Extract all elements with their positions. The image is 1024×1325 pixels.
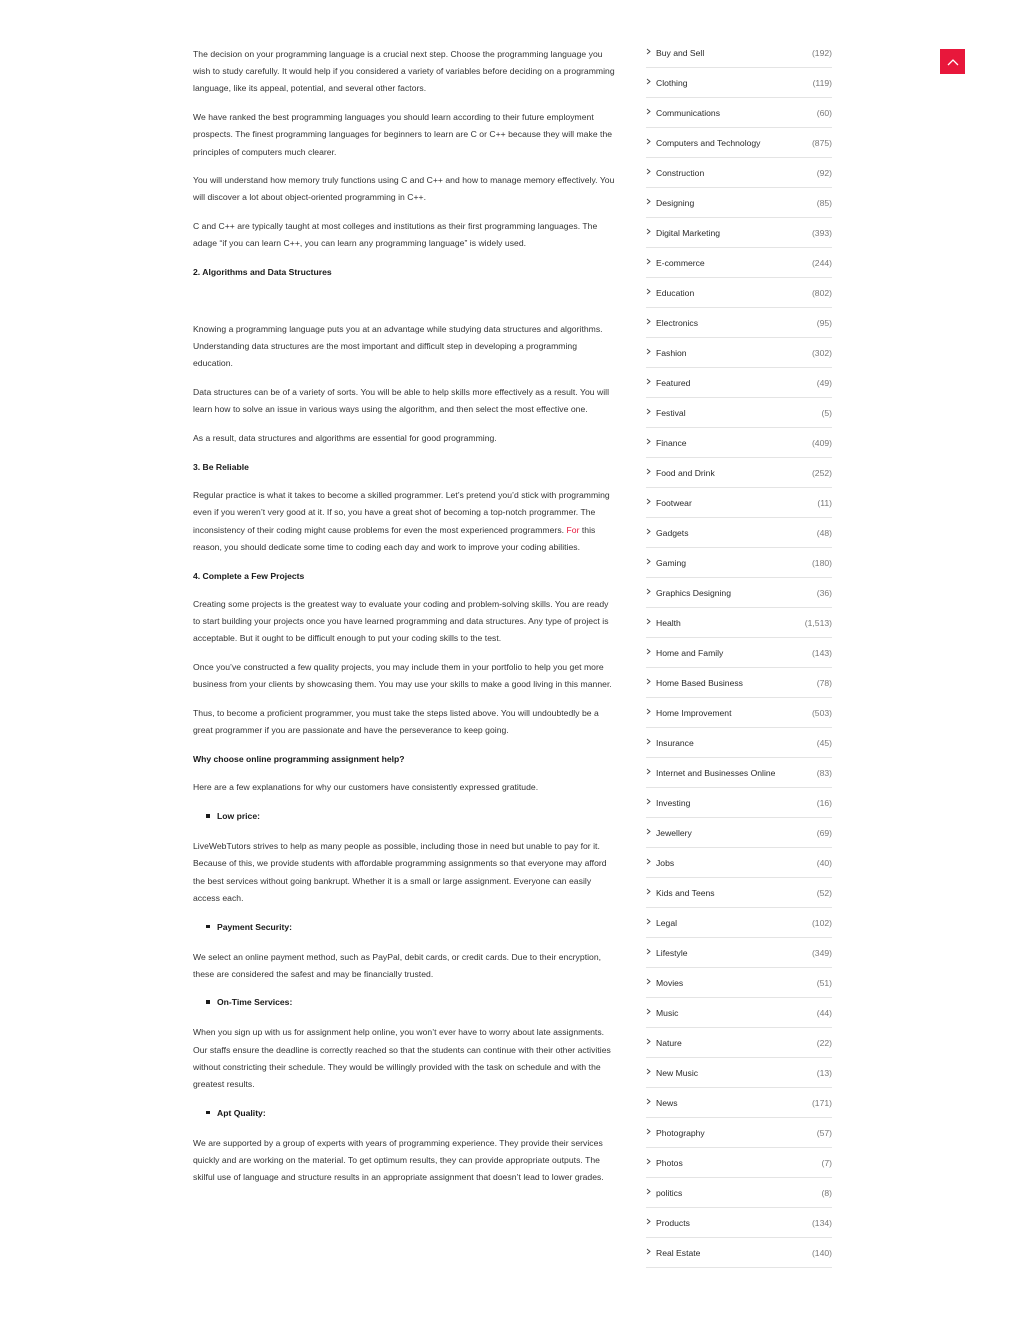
category-item[interactable] bbox=[646, 578, 832, 608]
category-item[interactable] bbox=[646, 158, 832, 188]
category-item[interactable] bbox=[646, 68, 832, 98]
bullet-label: On-Time Services: bbox=[217, 997, 293, 1008]
chevron-right-icon bbox=[646, 1128, 656, 1137]
category-name-link[interactable]: Lifestyle bbox=[656, 947, 688, 958]
category-name-link[interactable]: Health bbox=[656, 617, 681, 628]
category-name-link[interactable]: Investing bbox=[656, 797, 691, 808]
category-name-link[interactable]: Home Based Business bbox=[656, 677, 743, 688]
category-count: (143) bbox=[811, 647, 832, 658]
bullet-square-icon bbox=[206, 814, 210, 818]
category-item[interactable] bbox=[646, 1118, 832, 1148]
category-item[interactable] bbox=[646, 1148, 832, 1178]
chevron-right-icon bbox=[646, 1038, 656, 1047]
chevron-right-icon bbox=[646, 978, 656, 987]
bullet-square-icon bbox=[206, 925, 210, 929]
category-item[interactable] bbox=[646, 488, 832, 518]
category-name-link[interactable]: Graphics Designing bbox=[656, 587, 731, 598]
category-count: (16) bbox=[816, 797, 832, 808]
category-name-link[interactable]: Electronics bbox=[656, 317, 699, 328]
category-item[interactable] bbox=[646, 818, 832, 848]
category-name-link[interactable]: Movies bbox=[656, 977, 684, 988]
chevron-right-icon bbox=[646, 618, 656, 627]
category-count: (51) bbox=[816, 977, 832, 988]
category-count: (95) bbox=[816, 317, 832, 328]
chevron-right-icon bbox=[646, 348, 656, 357]
paragraph: You will understand how memory truly functions using C and C++ and how to manage memory effectively. You will discover a lot about object-oriented programming in C++. bbox=[193, 175, 615, 203]
category-name-link[interactable]: Food and Drink bbox=[656, 467, 715, 478]
category-count: (134) bbox=[811, 1217, 832, 1228]
category-count: (83) bbox=[816, 767, 832, 778]
chevron-up-icon bbox=[947, 58, 959, 66]
paragraph: Creating some projects is the greatest way to evaluate your coding and problem-solving skills. You are ready to start building your projects once you have learned programming and data structures. Any type of project is acceptable. But it ought to be difficult enough to put your coding skills to the test. bbox=[193, 599, 609, 644]
chevron-right-icon bbox=[646, 1188, 656, 1197]
bullet-label: Low price: bbox=[217, 811, 260, 822]
chevron-right-icon bbox=[646, 168, 656, 177]
category-name-link[interactable]: Featured bbox=[656, 377, 691, 388]
category-count: (57) bbox=[816, 1127, 832, 1138]
category-count: (119) bbox=[812, 77, 832, 88]
category-item[interactable] bbox=[646, 398, 832, 428]
category-item[interactable] bbox=[646, 338, 832, 368]
category-count: (69) bbox=[816, 827, 832, 838]
category-count: (45) bbox=[816, 737, 832, 748]
category-item[interactable] bbox=[646, 848, 832, 878]
chevron-right-icon bbox=[646, 468, 656, 477]
bullet-label: Payment Security: bbox=[217, 921, 292, 932]
paragraph: Here are a few explanations for why our customers have consistently expressed gratitude. bbox=[193, 782, 539, 793]
category-item[interactable] bbox=[646, 608, 832, 638]
chevron-right-icon bbox=[646, 738, 656, 747]
chevron-right-icon bbox=[646, 498, 656, 507]
chevron-right-icon bbox=[646, 798, 656, 807]
chevron-right-icon bbox=[646, 858, 656, 867]
chevron-right-icon bbox=[646, 1218, 656, 1227]
category-name-link[interactable]: Nature bbox=[656, 1037, 682, 1048]
chevron-right-icon bbox=[646, 678, 656, 687]
scroll-to-top-button[interactable] bbox=[940, 49, 965, 74]
category-item[interactable] bbox=[646, 428, 832, 458]
category-name-link[interactable]: E-commerce bbox=[656, 257, 705, 268]
category-item[interactable] bbox=[646, 1088, 832, 1118]
category-count: (802) bbox=[811, 287, 832, 298]
category-name-link[interactable]: Festival bbox=[656, 407, 686, 418]
category-name-link[interactable]: News bbox=[656, 1097, 678, 1108]
chevron-right-icon bbox=[646, 948, 656, 957]
bullet-square-icon bbox=[206, 1000, 210, 1004]
category-item[interactable] bbox=[646, 878, 832, 908]
chevron-right-icon bbox=[646, 918, 656, 927]
paragraph: When you sign up with us for assignment help online, you won’t ever have to worry about late assignments. Our staffs ensure the deadline is correctly reached so that the students can continue with their other activities without constricting their schedule. They would be willingly provided with the task on schedule and with the greatest results. bbox=[193, 1027, 611, 1090]
category-count: (60) bbox=[816, 107, 832, 118]
category-list bbox=[646, 38, 832, 1268]
section-heading: 2. Algorithms and Data Structures bbox=[193, 267, 332, 278]
chevron-right-icon bbox=[646, 198, 656, 207]
category-name-link[interactable]: Jewellery bbox=[656, 827, 692, 838]
category-item[interactable] bbox=[646, 1058, 832, 1088]
article-body bbox=[193, 46, 615, 1198]
category-count: (8) bbox=[821, 1187, 832, 1198]
paragraph: Knowing a programming language puts you at an advantage while studying data structures and algorithms. Understanding data structures are the most important and difficult step in developing a programming education. bbox=[193, 324, 603, 369]
category-item[interactable] bbox=[646, 968, 832, 998]
category-name-link[interactable]: Music bbox=[656, 1007, 679, 1018]
category-name-link[interactable]: Photos bbox=[656, 1157, 683, 1168]
category-name-link[interactable]: Buy and Sell bbox=[656, 47, 705, 58]
category-item[interactable] bbox=[646, 698, 832, 728]
chevron-right-icon bbox=[646, 138, 656, 147]
category-item[interactable] bbox=[646, 38, 832, 68]
category-item[interactable] bbox=[646, 128, 832, 158]
category-name-link[interactable]: Kids and Teens bbox=[656, 887, 715, 898]
category-item[interactable] bbox=[646, 458, 832, 488]
paragraph: We have ranked the best programming languages you should learn according to their future employment prospects. The finest programming languages for beginners to learn are C or C++ because they will make the principles of computers much clearer. bbox=[193, 112, 613, 157]
category-count: (52) bbox=[816, 887, 832, 898]
section-heading: 4. Complete a Few Projects bbox=[193, 570, 305, 581]
category-name-link[interactable]: Construction bbox=[656, 167, 705, 178]
category-name-link[interactable]: Internet and Businesses Online bbox=[656, 767, 776, 778]
chevron-right-icon bbox=[646, 648, 656, 657]
chevron-right-icon bbox=[646, 558, 656, 567]
category-name-link[interactable]: New Music bbox=[656, 1067, 699, 1078]
category-name-link[interactable]: Digital Marketing bbox=[656, 227, 720, 238]
category-count: (44) bbox=[816, 1007, 832, 1018]
category-count: (349) bbox=[811, 947, 832, 958]
paragraph: We select an online payment method, such as PayPal, debit cards, or credit cards. Due to their encryption, these are considered the safest and may be financially trusted. bbox=[193, 951, 602, 979]
chevron-right-icon bbox=[646, 588, 656, 597]
paragraph bbox=[193, 487, 615, 556]
chevron-right-icon bbox=[646, 888, 656, 897]
category-count: (171) bbox=[811, 1097, 832, 1108]
category-count: (13) bbox=[816, 1067, 832, 1078]
category-count: (22) bbox=[816, 1037, 832, 1048]
category-count: (11) bbox=[817, 497, 832, 508]
category-name-link[interactable]: Jobs bbox=[656, 857, 675, 868]
chevron-right-icon bbox=[646, 78, 656, 87]
category-name-link[interactable]: Gadgets bbox=[656, 527, 689, 538]
bullet-square-icon bbox=[206, 1111, 210, 1115]
paragraph: LiveWebTutors strives to help as many people as possible, including those in need but unable to pay for it. Because of this, we provide students with affordable programming assignments so that everyone may afford the best services without going bankrupt. Whether it is a small or large assignment. Everyone can easily access each. bbox=[193, 841, 607, 903]
paragraph: Once you’ve constructed a few quality projects, you may include them in your portfolio to help you get more business from your clients by showcasing them. You may use your skills to make a good living in this manner. bbox=[193, 662, 612, 690]
category-count: (40) bbox=[816, 857, 832, 868]
chevron-right-icon bbox=[646, 1098, 656, 1107]
category-count: (192) bbox=[811, 47, 832, 58]
chevron-right-icon bbox=[646, 228, 656, 237]
category-item[interactable] bbox=[646, 188, 832, 218]
paragraph-text: Regular practice is what it takes to become a skilled programmer. Let’s pretend you’d stick with programming even if you weren’t very good at it. If so, you have a great shot of becoming a top-notch programmer. The inconsistency of their coding might cause problems for even the most experienced programmers. bbox=[193, 490, 610, 535]
chevron-right-icon bbox=[646, 1068, 656, 1077]
section-heading: 3. Be Reliable bbox=[193, 461, 249, 472]
category-name-link[interactable]: Real Estate bbox=[656, 1247, 701, 1258]
chevron-right-icon bbox=[646, 1158, 656, 1167]
bullet-label: Apt Quality: bbox=[217, 1107, 266, 1118]
chevron-right-icon bbox=[646, 438, 656, 447]
category-count: (78) bbox=[816, 677, 832, 688]
category-item[interactable] bbox=[646, 998, 832, 1028]
category-item[interactable] bbox=[646, 1208, 832, 1238]
category-item[interactable] bbox=[646, 248, 832, 278]
chevron-right-icon bbox=[646, 408, 656, 417]
chevron-right-icon bbox=[646, 1008, 656, 1017]
paragraph: As a result, data structures and algorithms are essential for good programming. bbox=[193, 433, 497, 444]
chevron-right-icon bbox=[646, 378, 656, 387]
category-item[interactable] bbox=[646, 758, 832, 788]
category-name-link[interactable]: Clothing bbox=[656, 77, 688, 88]
paragraph: The decision on your programming language is a crucial next step. Choose the programming language you wish to study carefully. It would help if you considered a variety of variables before deciding on a programming language, like its appeal, potential, and several other factors. bbox=[193, 49, 615, 94]
category-count: (252) bbox=[811, 467, 832, 478]
paragraph: Thus, to become a proficient programmer, you must take the steps listed above. You will undoubtedly be a great programmer if you are passionate and have the perseverance to keep going. bbox=[193, 708, 599, 736]
category-name-link[interactable]: Footwear bbox=[656, 497, 692, 508]
inline-link[interactable]: For bbox=[566, 524, 580, 535]
category-item[interactable] bbox=[646, 308, 832, 338]
paragraph-text: this reason, you should dedicate some time to coding each day and work to improve your coding abilities. bbox=[193, 524, 596, 552]
category-name-link[interactable]: Computers and Technology bbox=[656, 137, 761, 148]
chevron-right-icon bbox=[646, 288, 656, 297]
category-count: (7) bbox=[821, 1157, 832, 1168]
paragraph: We are supported by a group of experts with years of programming experience. They provide their services quickly and are working on the material. To get optimum results, they can provide appropriate outputs. The skilful use of language and structure results in an appropriate assignment that doesn’t lead to lower grades. bbox=[193, 1137, 604, 1183]
category-item[interactable] bbox=[646, 548, 832, 578]
chevron-right-icon bbox=[646, 318, 656, 327]
category-name-link[interactable]: Designing bbox=[656, 197, 695, 208]
chevron-right-icon bbox=[646, 828, 656, 837]
chevron-right-icon bbox=[646, 1248, 656, 1257]
category-count: (48) bbox=[816, 527, 832, 538]
category-name-link[interactable]: Insurance bbox=[656, 737, 694, 748]
category-item[interactable] bbox=[646, 218, 832, 248]
bullet-item bbox=[193, 808, 615, 825]
category-item[interactable] bbox=[646, 278, 832, 308]
category-count: (102) bbox=[811, 917, 832, 928]
chevron-right-icon bbox=[646, 528, 656, 537]
category-count: (1,513) bbox=[804, 617, 832, 628]
category-item[interactable] bbox=[646, 938, 832, 968]
category-count: (244) bbox=[811, 257, 832, 268]
category-count: (140) bbox=[811, 1247, 832, 1258]
bullet-item bbox=[193, 994, 615, 1011]
category-item[interactable] bbox=[646, 368, 832, 398]
category-name-link[interactable]: Home Improvement bbox=[656, 707, 732, 718]
category-item[interactable] bbox=[646, 638, 832, 668]
category-name-link[interactable]: Home and Family bbox=[656, 647, 724, 658]
category-name-link[interactable]: Education bbox=[656, 287, 695, 298]
category-item[interactable] bbox=[646, 788, 832, 818]
category-count: (393) bbox=[811, 227, 832, 238]
category-count: (302) bbox=[811, 347, 832, 358]
paragraph: C and C++ are typically taught at most colleges and institutions as their first programming languages. The adage “if you can learn C++, you can learn any programming language” is widely used. bbox=[193, 221, 598, 249]
chevron-right-icon bbox=[646, 258, 656, 267]
category-item[interactable] bbox=[646, 1178, 832, 1208]
category-count: (5) bbox=[821, 407, 832, 418]
category-name-link[interactable]: Photography bbox=[656, 1127, 705, 1138]
category-name-link[interactable]: Communications bbox=[656, 107, 720, 118]
category-count: (85) bbox=[816, 197, 832, 208]
category-item[interactable] bbox=[646, 668, 832, 698]
chevron-right-icon bbox=[646, 708, 656, 717]
chevron-right-icon bbox=[646, 108, 656, 117]
category-count: (36) bbox=[816, 587, 832, 598]
section-heading: Why choose online programming assignment help? bbox=[193, 753, 405, 764]
category-count: (180) bbox=[811, 557, 832, 568]
category-name-link[interactable]: politics bbox=[656, 1187, 683, 1198]
category-name-link[interactable]: Fashion bbox=[656, 347, 687, 358]
category-item[interactable] bbox=[646, 1238, 832, 1268]
category-count: (49) bbox=[816, 377, 832, 388]
category-item[interactable] bbox=[646, 728, 832, 758]
chevron-right-icon bbox=[646, 768, 656, 777]
category-name-link[interactable]: Finance bbox=[656, 437, 687, 448]
category-count: (409) bbox=[811, 437, 832, 448]
paragraph: Data structures can be of a variety of sorts. You will be able to help skills more effectively as a result. You will learn how to solve an issue in various ways using the algorithm, and then select the most effective one. bbox=[193, 387, 610, 415]
category-item[interactable] bbox=[646, 518, 832, 548]
category-count: (875) bbox=[811, 137, 832, 148]
category-item[interactable] bbox=[646, 98, 832, 128]
category-count: (92) bbox=[816, 167, 832, 178]
category-item[interactable] bbox=[646, 908, 832, 938]
category-name-link[interactable]: Products bbox=[656, 1217, 690, 1228]
category-name-link[interactable]: Legal bbox=[656, 917, 678, 928]
category-count: (503) bbox=[811, 707, 832, 718]
chevron-right-icon bbox=[646, 48, 656, 57]
bullet-item bbox=[193, 1105, 615, 1122]
bullet-item bbox=[193, 919, 615, 936]
category-item[interactable] bbox=[646, 1028, 832, 1058]
category-name-link[interactable]: Gaming bbox=[656, 557, 687, 568]
